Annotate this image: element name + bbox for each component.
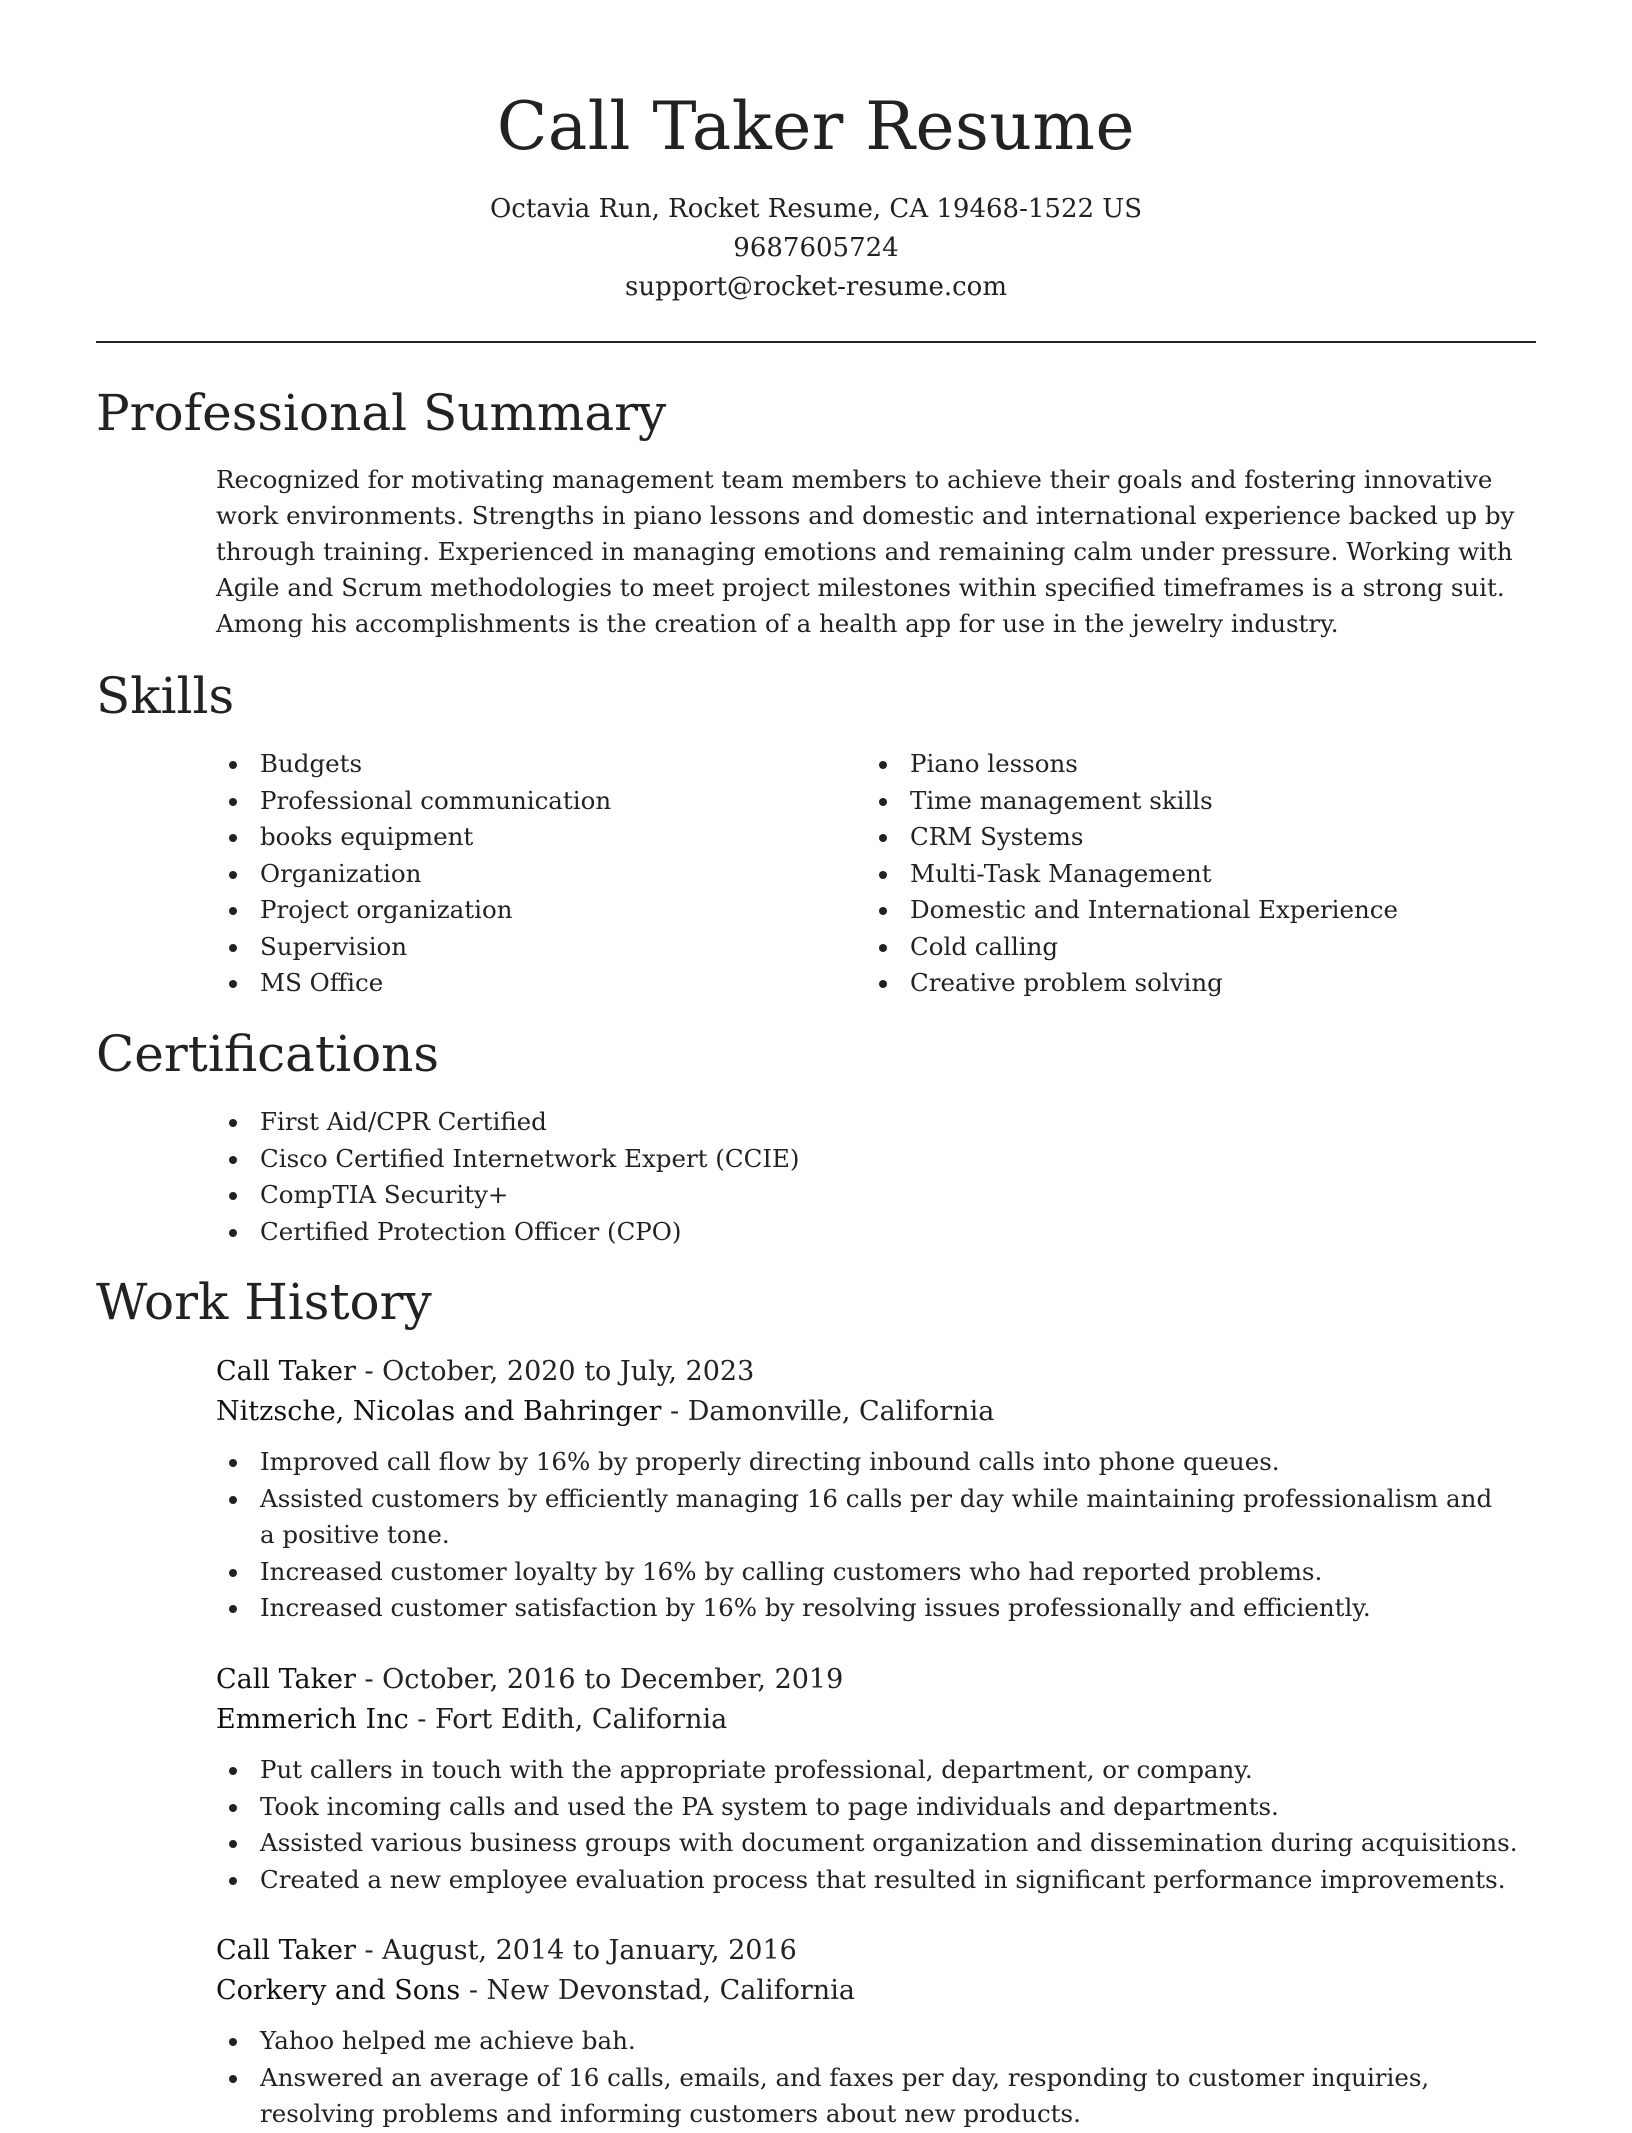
contact-email: support@rocket-resume.com (624, 272, 1007, 302)
list-item: Took incoming calls and used the PA system to page individuals and departments. (216, 1789, 1536, 1826)
job-location: - Fort Edith, California (408, 1704, 728, 1735)
skills-heading: Skills (96, 667, 235, 725)
skills-list-right (866, 746, 1526, 1002)
list-item: Yahoo helped me achieve bah. (216, 2023, 1536, 2060)
list-item: Professional communication (216, 783, 856, 820)
list-item: First Aid/CPR Certified (216, 1104, 1516, 1141)
summary-text: Recognized for motivating management team members to achieve their goals and fostering innovative work environments. Strengths in piano lessons and domestic and international experience backed up by through training. Experienced in managing emotions and remaining calm under pressure. Working with Agile and Scrum methodologies to meet project milestones within specified timeframes is a strong suit. Among his accomplishments is the creation of a health app for use in the jewelry industry. (216, 465, 1515, 638)
list-item: CompTIA Security+ (216, 1177, 1516, 1214)
contact-phone: 9687605724 (733, 233, 899, 263)
list-item: Piano lessons (866, 746, 1526, 783)
job-company-line (216, 1392, 1536, 1432)
list-item: Increased customer loyalty by 16% by calling customers who had reported problems. (216, 1554, 1536, 1591)
contact-info (96, 190, 1536, 307)
job-bullets (216, 2023, 1536, 2133)
list-item: Supervision (216, 929, 856, 966)
job-title: Call Taker (216, 1356, 356, 1387)
job-company: Emmerich Inc (216, 1704, 409, 1735)
job-bullets (216, 1752, 1536, 1898)
certifications-heading: Certifications (96, 1025, 440, 1083)
page-title: Call Taker Resume (496, 88, 1136, 165)
list-item: Answered an average of 16 calls, emails, and faxes per day, responding to customer inquiries, resolving problems and informing customers about new products. (216, 2060, 1536, 2133)
job-location: - Damonville, California (661, 1396, 995, 1427)
list-item: Time management skills (866, 783, 1526, 820)
list-item: Cold calling (866, 929, 1526, 966)
list-item: Creative problem solving (866, 965, 1526, 1002)
summary-heading: Professional Summary (96, 384, 667, 442)
list-item: Created a new employee evaluation process that resulted in significant performance improvements. (216, 1862, 1536, 1899)
certifications-list (216, 1104, 1516, 1250)
job-entry (216, 1660, 1536, 1898)
list-item: Project organization (216, 892, 856, 929)
list-item: Budgets (216, 746, 856, 783)
list-item: Domestic and International Experience (866, 892, 1526, 929)
job-title-line (216, 1931, 1536, 1971)
list-item: books equipment (216, 819, 856, 856)
list-item: Put callers in touch with the appropriate professional, department, or company. (216, 1752, 1536, 1789)
skills-list-left (216, 746, 856, 1002)
job-company: Corkery and Sons (216, 1975, 461, 2006)
job-entry (216, 1931, 1536, 2133)
list-item: Improved call flow by 16% by properly directing inbound calls into phone queues. (216, 1444, 1536, 1481)
list-item: MS Office (216, 965, 856, 1002)
list-item: Assisted customers by efficiently managing 16 calls per day while maintaining professionalism and a positive tone. (216, 1481, 1536, 1554)
job-company-line (216, 1700, 1536, 1740)
work-history-heading: Work History (96, 1273, 432, 1331)
list-item: Organization (216, 856, 856, 893)
job-location: - New Devonstad, California (460, 1975, 855, 2006)
list-item: Assisted various business groups with document organization and dissemination during acquisitions. (216, 1825, 1536, 1862)
list-item: Cisco Certified Internetwork Expert (CCIE) (216, 1141, 1516, 1178)
job-title: Call Taker (216, 1664, 356, 1695)
list-item: CRM Systems (866, 819, 1526, 856)
job-title-line (216, 1352, 1536, 1392)
job-title: Call Taker (216, 1935, 356, 1966)
contact-address: Octavia Run, Rocket Resume, CA 19468-1522 US (489, 194, 1143, 224)
job-bullets (216, 1444, 1536, 1627)
job-dates: - October, 2020 to July, 2023 (355, 1356, 755, 1387)
list-item: Multi-Task Management (866, 856, 1526, 893)
job-title-line (216, 1660, 1536, 1700)
job-entry (216, 1352, 1536, 1627)
header-divider (96, 341, 1536, 343)
job-dates: - August, 2014 to January, 2016 (355, 1935, 797, 1966)
list-item: Certified Protection Officer (CPO) (216, 1214, 1516, 1251)
job-company: Nitzsche, Nicolas and Bahringer (216, 1396, 662, 1427)
job-company-line (216, 1971, 1536, 2011)
job-dates: - October, 2016 to December, 2019 (355, 1664, 844, 1695)
list-item: Increased customer satisfaction by 16% by resolving issues professionally and efficiently. (216, 1590, 1536, 1627)
